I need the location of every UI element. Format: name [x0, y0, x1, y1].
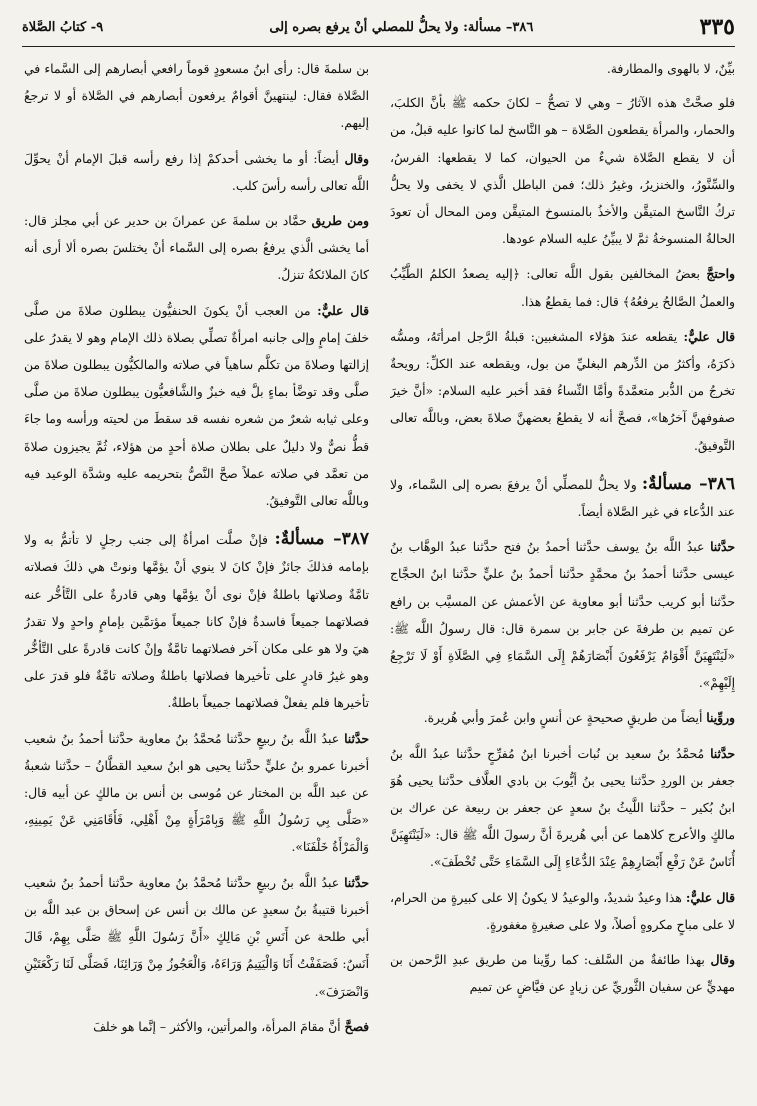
page-header [22, 8, 735, 47]
paragraph-lead: وروِّينا [706, 710, 735, 726]
paragraph-text: فلو صحَّتْ هذه الآثارُ – وهي لا تصحُّ – لكانَ حكمه ﷺ بأنَّ الكلبَ، والحمار، والمرأة يقطعون الصَّلاة – هو النَّاسخ لما كانوا عليه قبلُ، من أن لا يقطع الصَّلاة شيءٌ من الحيوان، كما لا يقطعها: الفرسُ، والسِّنَّورُ، والخنزيرُ، وغيرُ ذلك؛ فمن الباطل الَّذي لا يخفى ولا يحلُّ تركُ النَّاسخ المتيقَّن والأخذُ بالمنسوخ المتيقَّن ومن المحال أن تعودَ الحالةُ المنسوخةُ ثمَّ لا يبيِّنُ عليه السلام عودها. [390, 96, 735, 247]
paragraph-lead: حدَّثنا [710, 539, 735, 555]
paragraph-lead: وقال [344, 150, 369, 166]
paragraph-lead: ٣٨٧– مسألةٌ: [274, 529, 369, 550]
paragraph [390, 260, 735, 315]
paragraph [24, 145, 369, 200]
page-number: ٣٣٥ [699, 14, 735, 40]
paragraph-text: هذا وعيدٌ شديدٌ، والوعيدُ لا يكونُ إلا على كبيرةٍ من الحرام، لا على مباحٍ مكروهٍ أصلاً، ولا على صغيرةٍ مغفورةٍ. [390, 890, 735, 932]
paragraph-lead: وقال [710, 952, 735, 968]
paragraph [24, 725, 369, 862]
paragraph-lead: فصحَّ [344, 1018, 369, 1034]
paragraph-lead: حدَّثنا [344, 874, 369, 890]
paragraph [24, 869, 369, 1006]
paragraph-text: بعضُ المخالفين بقول اللَّه تعالى: ﴿إليه يصعدُ الكلمُ الطَّيِّبُ والعملُ الصَّالحُ يرفعُهُ﴾ قال: فما يقطعُ هذا. [390, 267, 735, 309]
paragraph-lead: قال عليٌّ: [317, 302, 369, 318]
paragraph [390, 471, 735, 526]
paragraph-text: مُحمَّدُ بنُ سعيد بن نُبات أخبرنا ابنُ مُفرِّجٍ حدَّثنا عبدُ اللَّه بنُ جعفر بن الوردِ حدَّثنا يحيى بنُ أيُّوبَ بن بادي العلَّاف حدَّثنا يحيى هُوَ ابنُ بُكير – حدَّثنا اللَّيثُ بنُ سعدٍ عن جعفر بن ربيعة عن عراك بن مالكٍ والأعرج كلاهما عن أبي هُريرةَ أنَّ رسولَ اللَّه ﷺ قال: «لَيَنْتَهِيَنَّ أُنَاسٌ عَنْ رَفْعِ أَبْصَارِهِمْ عِنْدَ الدُّعَاءِ إِلَى السَّمَاءِ حَتَّى تُخْطَفَ». [390, 746, 735, 870]
paragraph-lead: حدَّثنا [710, 745, 735, 761]
paragraph-text: أيضاً من طريقٍ صحيحةٍ عن أنسٍ وابن عُمرَ وأبي هُريرة. [423, 711, 707, 726]
paragraph [390, 884, 735, 939]
paragraph-lead: حدَّثنا [344, 730, 369, 746]
paragraph-text: فإنْ صلَّت امرأةٌ إلى جنب رجلٍ لا تأتمُّ به ولا بإمامه فذلكَ جائزٌ فإنْ كانَ لا ينوي أنْ يؤمَّها ونوتْ هي ذلكَ فصلاته تامَّةٌ وصلاتها باطلةٌ فإنْ نوى أنْ يؤمَّها وهي قادرةٌ على التَّأخُّر عنه فصلاتهما جميعاً فاسدةٌ فإنْ كانا جميعاً مؤتمَّين بإمامٍ واحدٍ ولا تقدرُ هيَ ولا هو على مكان آخر فصلاتهما تامَّةٌ وإنْ كانت قادرةً على التَّأخُّر وهو غيرُ قادرٍ على تأخيرها فصلاتها باطلةٌ وصلاته تامَّةٌ فلو قدرَ على تأخيرها فلم يفعلْ فصلاتهما جميعاً باطلةٌ. [24, 533, 369, 711]
paragraph [24, 526, 369, 717]
paragraph [390, 56, 735, 83]
left-column [24, 56, 369, 1096]
paragraph [390, 90, 735, 253]
paragraph [24, 207, 369, 290]
paragraph-text: بن سلمةَ قال: رأى ابنُ مسعودٍ قوماً رافعي أبصارهم إلى السَّماء في الصَّلاة فقال: لينتهينَّ أقوامٌ يرفعون أبصارهم في الصَّلاة أو لا ترجعُ إليهم. [24, 62, 369, 131]
paragraph [24, 297, 369, 516]
paragraph-lead: قال عليٌّ: [685, 889, 735, 905]
paragraph [24, 1013, 369, 1041]
paragraph-text: عبدُ اللَّه بنُ ربيعٍ حدَّثنا مُحمَّدُ بنُ معاوية حدَّثنا أحمدُ بنُ شعيب أخبرنا عمرو بنُ عليٍّ حدَّثنا يحيى هو ابنُ سعيد القطَّانُ – حدَّثنا شعبةُ عن عبد اللَّه بن المختار عن مُوسى بن أنس بن مالكٍ عن أبيه قال: «صَلَّى بِي رَسُولُ اللَّهِ ﷺ وَبِامْرَأَةٍ مِنْ أَهْلِي، فَأَقَامَنِي عَنْ يَمِينِهِ، وَالْمَرْأَةُ خَلْفَنَا». [24, 731, 369, 855]
paragraph-text: بيِّنٌ، لا بالهوى والمطارفة. [606, 62, 735, 76]
paragraph-text: أنَّ مقامَ المرأة، والمرأتين، والأكثر – إنَّما هو خلفَ [93, 1019, 345, 1034]
paragraph-text: عبدُ اللَّه بنُ ربيعٍ حدَّثنا مُحمَّدُ بنُ معاوية حدَّثنا أحمدُ بنُ شعيب أخبرنا قتيبةُ بنُ سعيدٍ عن مالك بن أنس عن إسحاق بن عبد اللَّه بن أبي طلحة عن أَنَسِ بْنِ مَالِكٍ «أَنَّ رَسُولَ اللَّهِ ﷺ صَلَّى بِهِمْ، قَالَ أَنَسٌ: فَصَفَفْتُ أَنَا وَالْيَتِيمُ وَرَاءَهُ، وَالْعَجُوزُ مِنْ وَرَائِنَا، فَصَلَّى لَنَا رَكْعَتَيْنِ وَانْصَرَفَ». [24, 875, 369, 999]
paragraph [390, 323, 735, 460]
right-column [390, 56, 735, 1096]
paragraph-text: أيضاً: أو ما يخشى أحدكمْ إذا رفع رأسه قبلَ الإمام أنْ يحوِّلَ اللَّه تعالى رأسه رأسَ كلب. [24, 151, 369, 193]
paragraph [390, 740, 735, 877]
paragraph [390, 533, 735, 697]
paragraph-text: يقطعه عندَ هؤلاء المشغبين: قبلةُ الرَّجل امرأتَهُ، ومسُّه ذكرَهُ، وأكثرُ من الدِّرهم البغليِّ من بول، ويقطعه عند الكلِّ: رويحةٌ تخرجُ من الدُّبر متعمَّدةً وأمَّا النِّساءُ فقد أخبر عليه السلام: «أنَّ خيرَ صفوفهنَّ آخرُها»، فصحَّ أنه لا يقطعُ بعضهنَّ صلاةَ بعض، وباللَّه تعالى التَّوفيقُ. [390, 329, 735, 453]
paragraph-lead: ٣٨٦– مسألةٌ: [641, 473, 735, 494]
paragraph [24, 56, 369, 138]
paragraph-text: عبدُ اللَّه بنُ يوسف حدَّثنا أحمدُ بنُ فتح حدَّثنا عبدُ الوهَّاب بنُ عيسى حدَّثنا أحمدُ بنُ محمَّدٍ حدَّثنا أحمدُ بنُ عليٍّ حدَّثنا ابنُ الحجَّاج حدَّثنا أبو كريب حدَّثنا أبو معاوية عن الأعمش عن المسيَّب بن رافع عن تميم بن طرفةَ عن جابر بن سمرة قال: قال رسولُ اللَّه ﷺ: «لَيَنْتَهِيَنَّ أَقْوَامٌ يَرْفَعُونَ أَبْصَارَهُمْ إِلَى السَّمَاءِ فِي الصَّلَاةِ أَوْ لَا تَرْجِعُ إِلَيْهِمْ». [390, 540, 735, 691]
paragraph-text: من العجب أنْ يكونَ الحنفيُّون يبطلون صلاةَ من صلَّى خلفَ إمامٍ وإلى جانبه امرأةٌ تصلِّي بصلاة ذلك الإمام وهو لا يقدرُ على إزالتها وصلاةَ من تكلَّم ساهياً في صلاته والمالكيُّون يبطلون صلاةَ من صلَّى وقد توضَّأ بماءٍ بلَّ فيه خبزٌ والشَّافعيُّون يبطلون صلاةَ من صلَّى وعلى ثيابه شعرٌ من شعره نفسه قد سقطَ من لحيته ورأسه وما جاءَ قطُّ نصٌّ ولا دليلٌ على بطلان صلاة أحدٍ من هؤلاء، ثُمَّ يجيزون صلاةَ من تعمَّد في صلاته عملاً صحَّ النَّصُّ بتحريمه عليه وشدَّة الوعيد فيه وباللَّه تعالى التَّوفيقُ. [24, 303, 369, 509]
paragraph-text: ولا يحلُّ للمصلِّي أنْ يرفعَ بصره إلى السَّماء، ولا عند الدُّعاء في غير الصَّلاة أيضاً. [390, 477, 735, 520]
paragraph [390, 946, 735, 1001]
paragraph-text: حمَّاد بن سلمةَ عن عمرانَ بن حدير عن أبي مجلز قال: أما يخشى الَّذي يرفعُ بصره إلى السَّماء أنْ يختلسَ بصره ألا أرى أنه كانَ الملائكةُ تنزلُ. [24, 214, 369, 283]
paragraph-text: بهذا طائفةٌ من السَّلف: كما روِّينا من طريق عبدِ الرَّحمن بن مهديٍّ عن سفيان الثَّوريِّ عن زيادٍ عن فيَّاضٍ عن تميم [390, 953, 735, 995]
paragraph-lead: واحتجَّ [706, 266, 735, 282]
paragraph-lead: قال عليٌّ: [683, 328, 735, 344]
running-title: ٣٨٦– مسألة: ولا يحلُّ للمصلي أنْ يرفع بصره إلى [269, 19, 534, 35]
paragraph [390, 704, 735, 732]
book-title: ٩- كتابُ الصَّلاة [22, 19, 104, 35]
paragraph-lead: ومن طريق [311, 213, 369, 229]
